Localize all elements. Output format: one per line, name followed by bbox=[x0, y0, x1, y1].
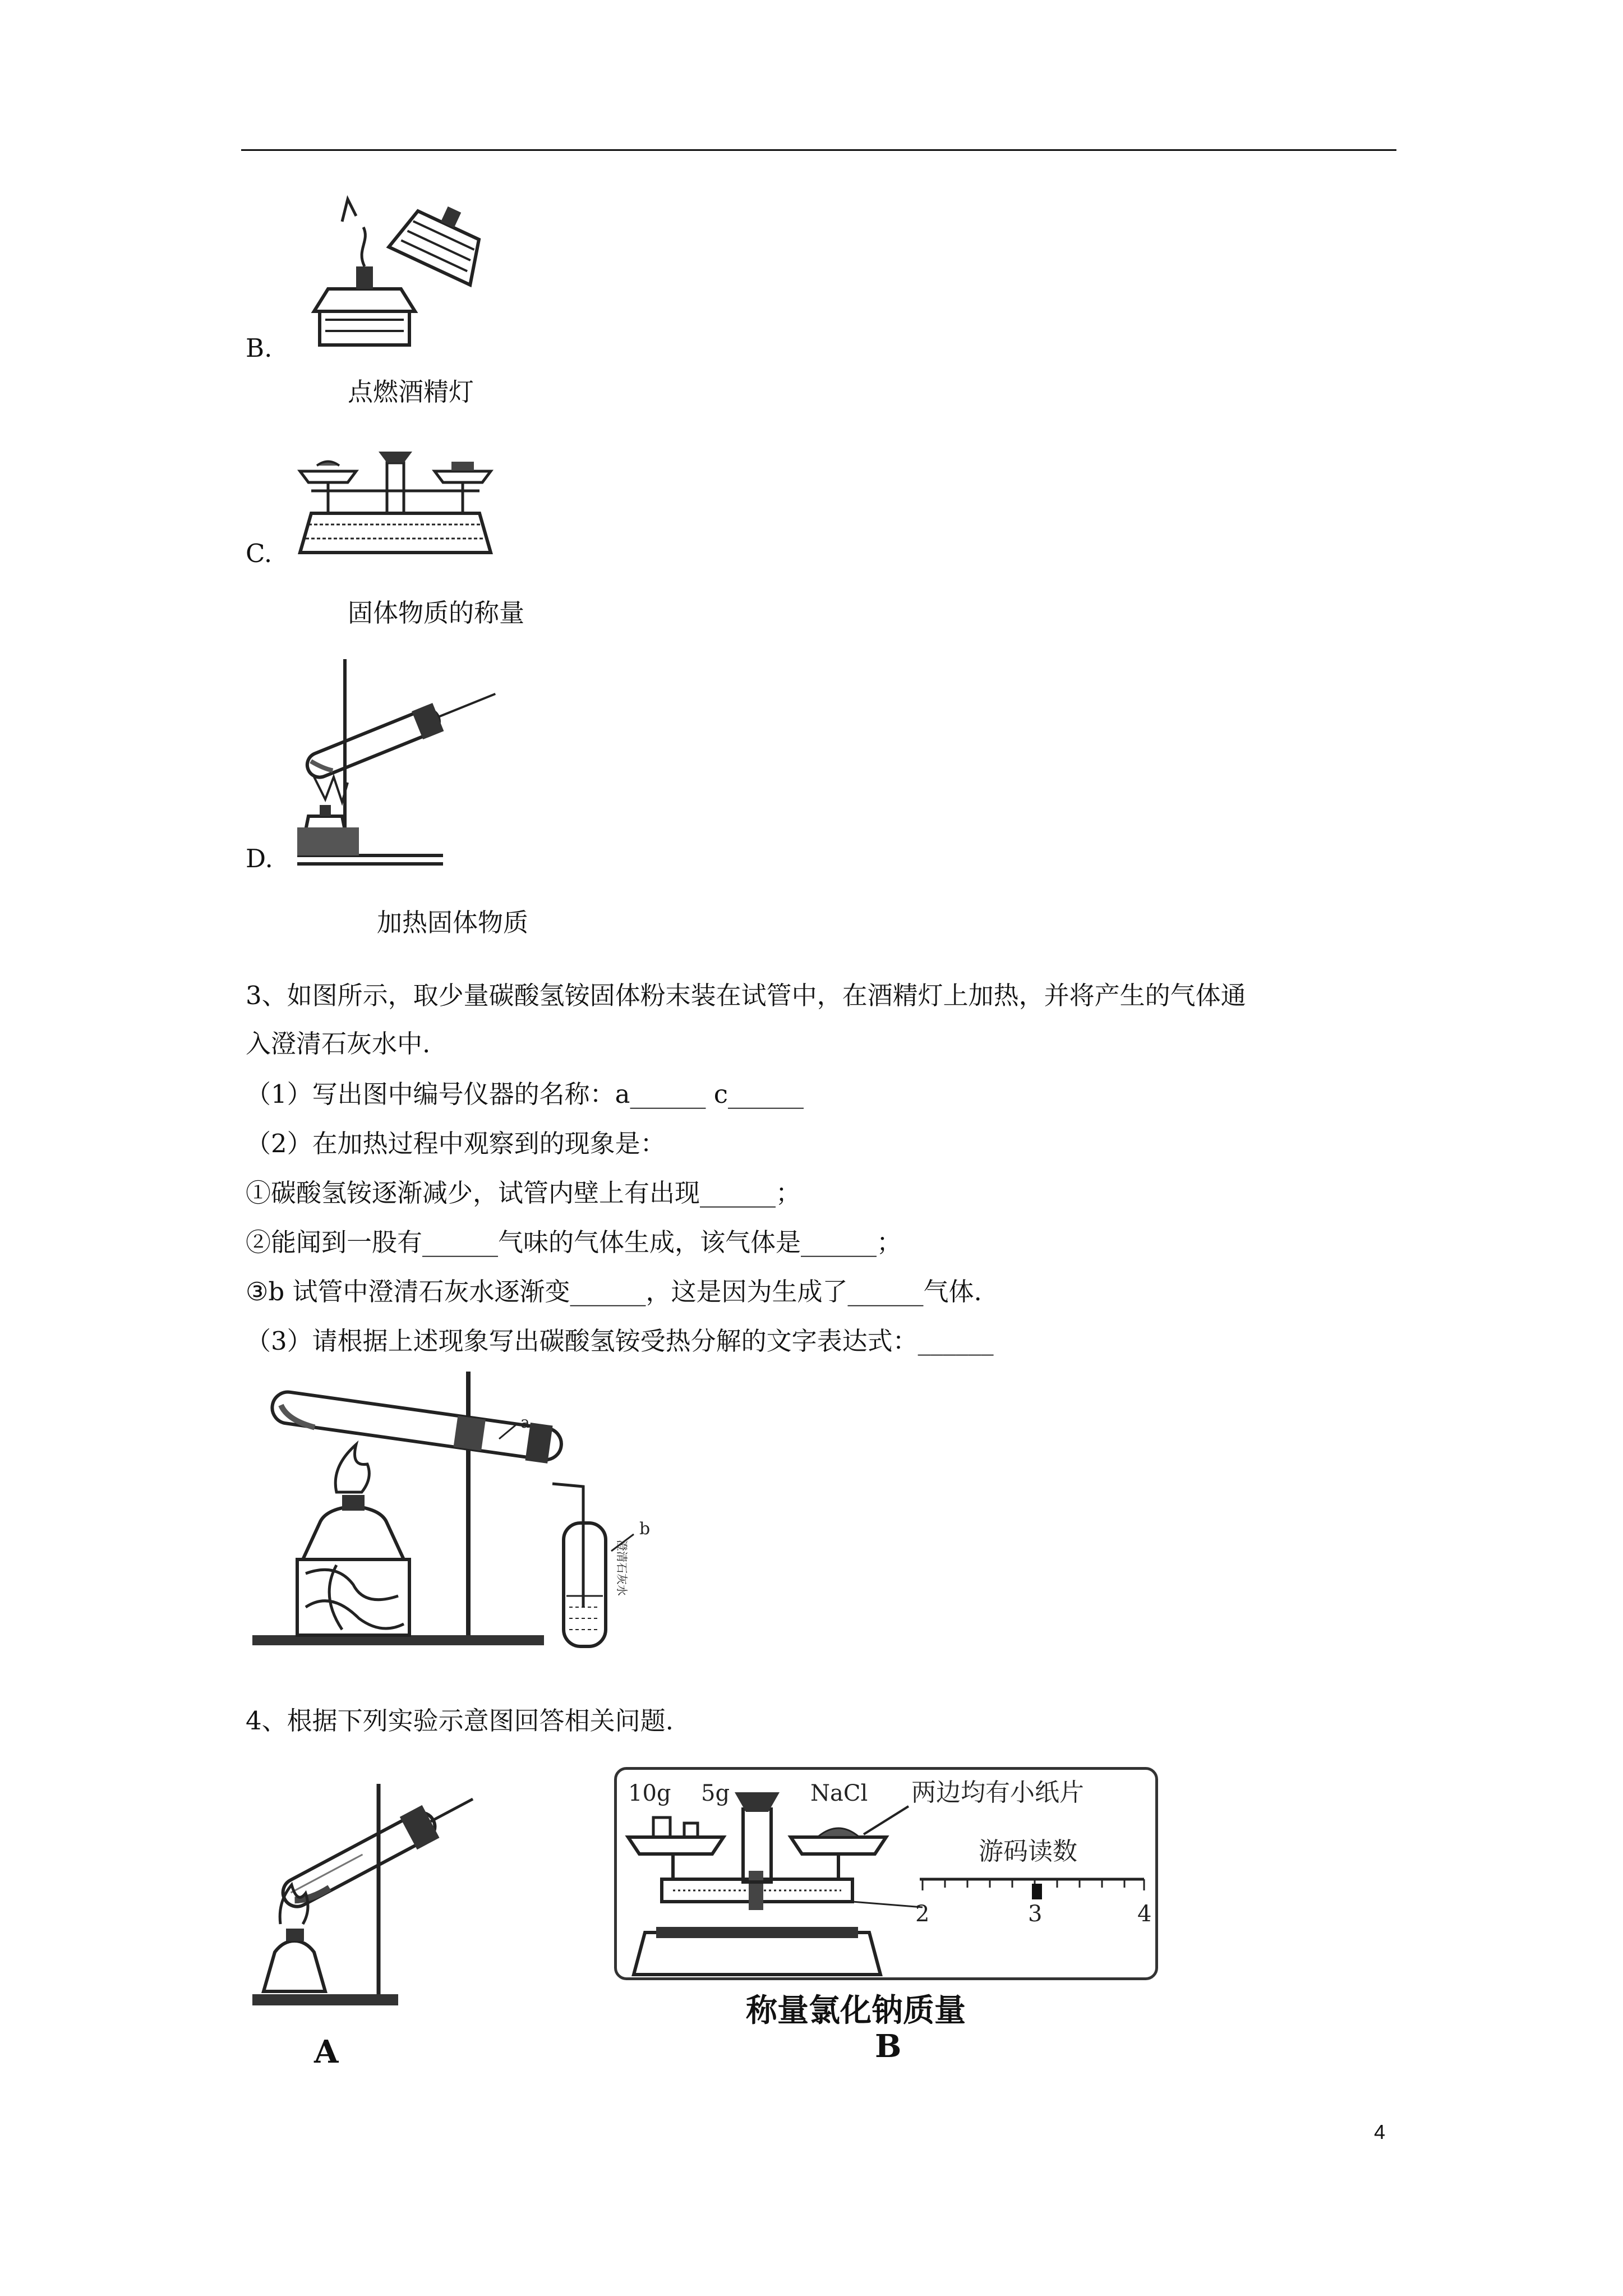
figure-q4-a bbox=[252, 1784, 488, 2008]
weight-5g: 5g bbox=[701, 1780, 730, 1806]
q3-part2c: ③b 试管中澄清石灰水逐渐变______，这是因为生成了______气体. bbox=[246, 1277, 982, 1306]
option-c-letter: C. bbox=[246, 539, 273, 568]
page-number: 4 bbox=[1374, 2120, 1386, 2143]
header-rule bbox=[241, 149, 1396, 151]
q3-part2b: ②能闻到一股有______气味的气体生成，该气体是______； bbox=[246, 1227, 902, 1257]
q3-part1: （1）写出图中编号仪器的名称：a______ c______ bbox=[246, 1079, 804, 1109]
figure-heating-d bbox=[292, 659, 516, 872]
q3-part3: （3）请根据上述现象写出碳酸氢铵受热分解的文字表达式：______ bbox=[246, 1326, 994, 1356]
q3-part2: （2）在加热过程中观察到的现象是： bbox=[246, 1129, 666, 1158]
scale-tick-3: 3 bbox=[1028, 1901, 1043, 1927]
figure-light-lamp bbox=[303, 199, 494, 356]
figure-b-label: B bbox=[875, 2028, 902, 2065]
paper-note: 两边均有小纸片 bbox=[911, 1778, 1084, 1807]
option-b-caption: 点燃酒精灯 bbox=[348, 377, 474, 407]
option-d-caption: 加热固体物质 bbox=[377, 908, 529, 937]
figure-balance-c bbox=[294, 440, 496, 564]
q3-stem-line2: 入澄清石灰水中. bbox=[246, 1029, 431, 1059]
option-c-caption: 固体物质的称量 bbox=[348, 598, 525, 628]
rider-title: 游码读数 bbox=[979, 1837, 1077, 1866]
q3-fig-label-b: b bbox=[639, 1519, 651, 1539]
q3-stem-line1: 3、如图所示，取少量碳酸氢铵固体粉末装在试管中，在酒精灯上加热，并将产生的气体通 bbox=[246, 981, 1246, 1010]
figure-a-label: A bbox=[314, 2033, 339, 2070]
scale-tick-2: 2 bbox=[915, 1901, 930, 1927]
option-d-letter: D. bbox=[246, 844, 273, 873]
figure-q4-b bbox=[614, 1767, 1158, 1980]
nacl-label: NaCl bbox=[810, 1780, 868, 1806]
figure-b-caption: 称量氯化钠质量 bbox=[746, 1993, 966, 2029]
q3-fig-label-a: a bbox=[520, 1413, 530, 1432]
figure-q3-apparatus bbox=[252, 1372, 712, 1658]
weight-10g: 10g bbox=[628, 1780, 671, 1806]
q3-fig-tube-text: 澄清石灰水 bbox=[615, 1540, 629, 1596]
q3-part2a: ①碳酸氢铵逐渐减少，试管内壁上有出现______； bbox=[246, 1178, 801, 1208]
scale-tick-4: 4 bbox=[1137, 1901, 1152, 1927]
option-b-letter: B. bbox=[246, 333, 273, 363]
q4-stem: 4、根据下列实验示意图回答相关问题. bbox=[246, 1706, 674, 1736]
